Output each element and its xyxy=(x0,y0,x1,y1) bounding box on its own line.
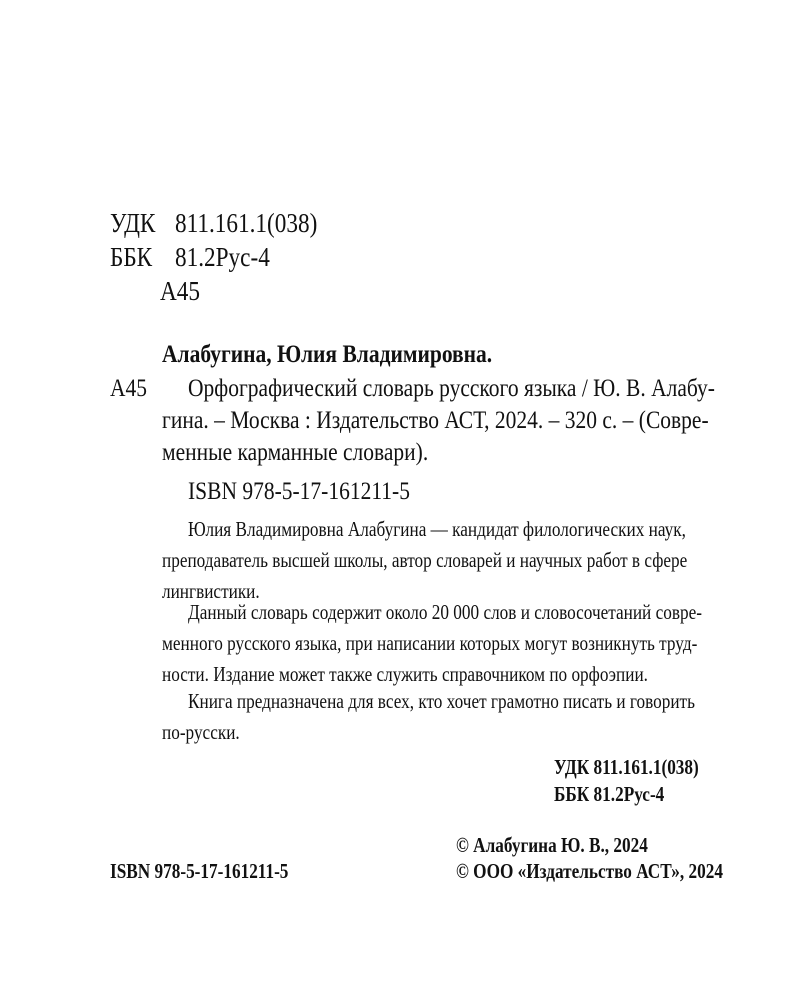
footer-udk: УДК 811.161.1(038) xyxy=(554,755,699,779)
description-line-3: менные карманные словари). xyxy=(162,439,429,466)
isbn-footer: ISBN 978-5-17-161211-5 xyxy=(110,859,289,883)
bbk-value: 81.2Рус-4 xyxy=(175,242,270,272)
description-line-1: Орфографический словарь русского языка / Ю. В. Алабу- xyxy=(188,375,715,402)
udk-label: УДК xyxy=(110,208,156,238)
footer-bbk: ББК 81.2Рус-4 xyxy=(554,782,665,806)
annotation-line: ности. Издание может также служить справочником по орфоэпии. xyxy=(162,662,648,686)
annotation-line: по-русски. xyxy=(162,720,240,744)
author-mark-entry: А45 xyxy=(110,375,148,402)
udk-value: 811.161.1(038) xyxy=(175,208,318,238)
annotation-line: Книга предназначена для всех, кто хочет грамотно писать и говорить xyxy=(188,689,695,713)
annotation-line: преподаватель высшей школы, автор словарей и научных работ в сфере xyxy=(162,548,688,572)
annotation-line: лингвистики. xyxy=(162,579,260,603)
publisher-copyright: © ООО «Издательство АСТ», 2024 xyxy=(456,859,723,883)
annotation-line: менного русского языка, при написании которых могут возникнуть труд- xyxy=(162,631,698,655)
description-line-2: гина. – Москва : Издательство АСТ, 2024. – 320 с. – (Совре- xyxy=(162,407,709,434)
author-copyright: © Алабугина Ю. В., 2024 xyxy=(456,833,648,857)
annotation-line: Данный словарь содержит около 20 000 слов и словосочетаний совре- xyxy=(188,600,702,624)
annotation-line: Юлия Владимировна Алабугина — кандидат филологических наук, xyxy=(188,517,686,541)
author-mark-top: А45 xyxy=(160,276,200,306)
isbn-entry: ISBN 978-5-17-161211-5 xyxy=(188,478,410,505)
author-heading: Алабугина, Юлия Владимировна. xyxy=(162,341,493,368)
bbk-label: ББК xyxy=(110,242,153,272)
